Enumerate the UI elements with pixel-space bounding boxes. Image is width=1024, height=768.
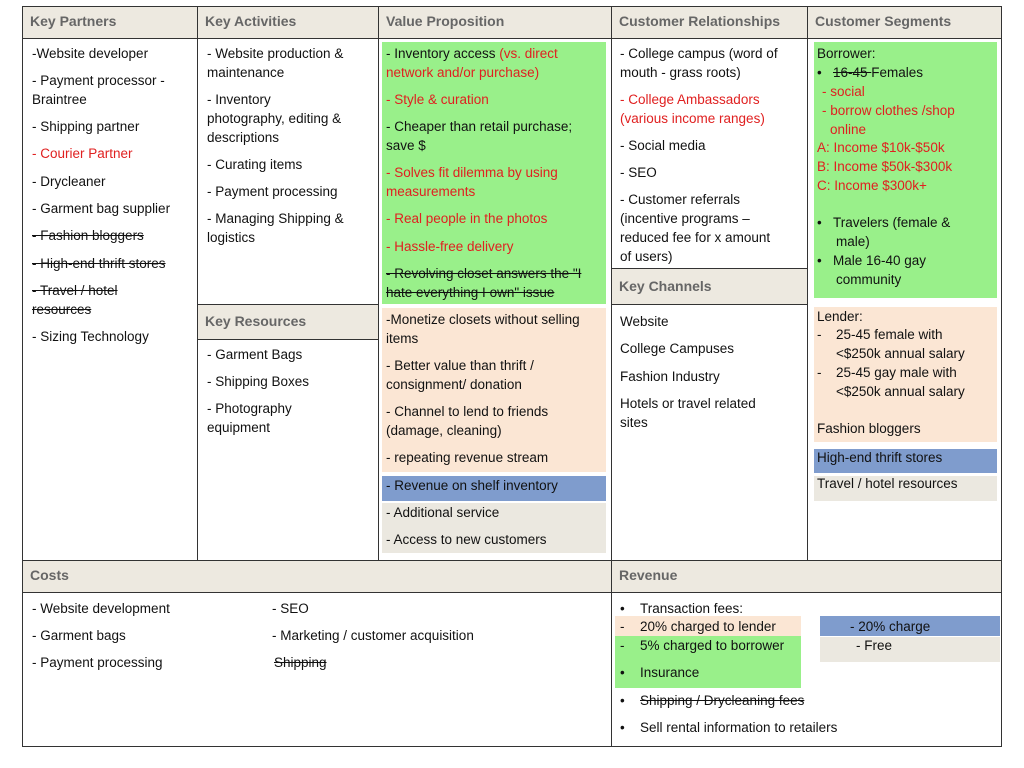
segment-text: Travelers (female & bbox=[833, 215, 951, 230]
relationship-text: reduced fee for x amount bbox=[620, 230, 771, 245]
activity-item: descriptions bbox=[207, 130, 280, 145]
segment-text: <$250k annual salary bbox=[836, 384, 965, 399]
customer-segments-header: Customer Segments bbox=[807, 6, 1002, 38]
bullet-icon: • bbox=[620, 665, 625, 680]
value-item-repeating: - repeating revenue stream bbox=[386, 450, 549, 465]
value-item-inventory bbox=[386, 44, 558, 63]
relationship-item: - Social media bbox=[620, 138, 706, 153]
value-item-monetize: -Monetize closets without selling bbox=[386, 312, 580, 327]
segment-item: High-end thrift stores bbox=[817, 450, 943, 465]
revenue-item bbox=[620, 663, 699, 682]
value-text: save $ bbox=[386, 138, 426, 153]
segment-income: A: Income $10k-$50k bbox=[817, 140, 945, 155]
partner-item: resources bbox=[32, 302, 92, 317]
bullet-icon: • bbox=[817, 215, 822, 230]
value-item-shelf: - Revenue on shelf inventory bbox=[386, 478, 558, 493]
segment-text: Male 16-40 gay bbox=[833, 253, 927, 268]
customer-relationships-header: Customer Relationships bbox=[611, 6, 807, 38]
revenue-text: Transaction fees: bbox=[640, 601, 744, 616]
relationship-text: mouth - grass roots) bbox=[620, 65, 741, 80]
value-item-channel: - Channel to lend to friends bbox=[386, 404, 549, 419]
activity-item: - Inventory bbox=[207, 92, 271, 107]
activity-item: - Payment processing bbox=[207, 184, 338, 199]
segment-male-item bbox=[817, 251, 926, 270]
revenue-charge: - 20% charge bbox=[850, 619, 931, 634]
value-item-revolving: - Revolving closet answers the "I bbox=[386, 266, 582, 281]
value-proposition-header: Value Proposition bbox=[378, 6, 611, 38]
revenue-subitem bbox=[620, 617, 776, 636]
resource-item: equipment bbox=[207, 420, 271, 435]
segment-lender-title: Lender: bbox=[817, 309, 863, 324]
cost-item: Shipping bbox=[274, 655, 327, 670]
cost-item: - Garment bags bbox=[32, 628, 126, 643]
channel-item: Website bbox=[620, 314, 669, 329]
relationship-text: of users) bbox=[620, 249, 673, 264]
segment-text: online bbox=[830, 122, 867, 137]
grid-line bbox=[22, 38, 1002, 39]
segment-text: - borrow clothes /shop bbox=[822, 103, 955, 118]
channel-item: Fashion Industry bbox=[620, 369, 720, 384]
partner-item: - Drycleaner bbox=[32, 174, 106, 189]
partner-item: -Website developer bbox=[32, 46, 149, 61]
activity-item: - Managing Shipping & bbox=[207, 211, 344, 226]
grid-line bbox=[22, 592, 1002, 593]
partner-item: - Garment bag supplier bbox=[32, 201, 171, 216]
partner-item: - High-end thrift stores bbox=[32, 256, 166, 271]
value-item-hassle: - Hassle-free delivery bbox=[386, 239, 514, 254]
channel-item: Hotels or travel related bbox=[620, 396, 756, 411]
cost-item: - Marketing / customer acquisition bbox=[272, 628, 474, 643]
free-grey-highlight bbox=[820, 637, 1000, 662]
activity-item: - Website production & bbox=[207, 46, 344, 61]
grid-line bbox=[22, 746, 1002, 747]
segment-text: 16-45 bbox=[833, 65, 872, 80]
activity-item: photography, editing & bbox=[207, 111, 342, 126]
key-activities-header: Key Activities bbox=[197, 6, 378, 38]
revenue-item bbox=[620, 718, 837, 737]
value-text: measurements bbox=[386, 184, 476, 199]
activity-item: - Curating items bbox=[207, 157, 303, 172]
value-item-style: - Style & curation bbox=[386, 92, 489, 107]
value-item-additional: - Additional service bbox=[386, 505, 500, 520]
relationship-item: - Customer referrals bbox=[620, 192, 741, 207]
activity-item: logistics bbox=[207, 230, 256, 245]
value-text: - Inventory access bbox=[386, 46, 500, 61]
key-partners-header: Key Partners bbox=[22, 6, 197, 38]
cost-item: - Website development bbox=[32, 601, 170, 616]
value-text: network and/or purchase) bbox=[386, 65, 540, 80]
grid-line bbox=[197, 304, 378, 305]
segment-lender-item bbox=[817, 363, 957, 382]
partner-item: - Fashion bloggers bbox=[32, 228, 144, 243]
segment-text: 25-45 female with bbox=[836, 327, 943, 342]
partner-item: - Sizing Technology bbox=[32, 329, 149, 344]
grid-line bbox=[611, 268, 807, 269]
resource-item: - Photography bbox=[207, 401, 292, 416]
cost-item: - SEO bbox=[272, 601, 309, 616]
activity-item: maintenance bbox=[207, 65, 285, 80]
relationship-item: - College Ambassadors bbox=[620, 92, 760, 107]
grid-line bbox=[807, 6, 808, 560]
revenue-item bbox=[620, 691, 804, 710]
segment-text: - social bbox=[822, 84, 865, 99]
grid-line bbox=[197, 6, 198, 560]
segment-item: Travel / hotel resources bbox=[817, 476, 958, 491]
segment-text: 25-45 gay male with bbox=[836, 365, 957, 380]
bullet-icon: • bbox=[817, 253, 822, 268]
segment-text: <$250k annual salary bbox=[836, 346, 965, 361]
value-item-fit: - Solves fit dilemma by using bbox=[386, 165, 558, 180]
channel-item: sites bbox=[620, 415, 648, 430]
grid-line bbox=[197, 339, 378, 340]
revenue-text: 5% charged to borrower bbox=[640, 638, 785, 653]
value-text: items bbox=[386, 331, 419, 346]
value-item-cheaper: - Cheaper than retail purchase; bbox=[386, 119, 573, 134]
grid-line bbox=[22, 6, 1002, 7]
partner-item: Braintree bbox=[32, 92, 87, 107]
key-resources-header: Key Resources bbox=[197, 304, 378, 339]
cost-item: - Payment processing bbox=[32, 655, 163, 670]
grid-line bbox=[378, 6, 379, 560]
segment-item: Fashion bloggers bbox=[817, 421, 921, 436]
revenue-text: Sell rental information to retailers bbox=[640, 720, 838, 735]
revenue-header: Revenue bbox=[611, 560, 1002, 592]
resource-item: - Garment Bags bbox=[207, 347, 303, 362]
segment-age-item bbox=[817, 63, 923, 82]
revenue-subitem bbox=[620, 636, 784, 655]
value-text: (damage, cleaning) bbox=[386, 423, 502, 438]
segment-borrower-title: Borrower: bbox=[817, 46, 876, 61]
partner-item: - Courier Partner bbox=[32, 146, 133, 161]
relationship-text: (incentive programs – bbox=[620, 211, 750, 226]
revenue-text: Shipping / Drycleaning fees bbox=[640, 693, 805, 708]
channel-item: College Campuses bbox=[620, 341, 735, 356]
costs-header: Costs bbox=[22, 560, 611, 592]
value-item-better: - Better value than thrift / bbox=[386, 358, 534, 373]
bullet-icon: • bbox=[620, 720, 625, 735]
value-text: consignment/ donation bbox=[386, 377, 522, 392]
bullet-icon: • bbox=[620, 693, 625, 708]
segment-income: C: Income $300k+ bbox=[817, 178, 927, 193]
resource-item: - Shipping Boxes bbox=[207, 374, 310, 389]
relationship-text: (various income ranges) bbox=[620, 111, 765, 126]
relationship-item: - SEO bbox=[620, 165, 657, 180]
value-text: hate everything I own" issue bbox=[386, 285, 555, 300]
segment-text: Females bbox=[871, 65, 924, 80]
relationship-item: - College campus (word of bbox=[620, 46, 778, 61]
value-item-access: - Access to new customers bbox=[386, 532, 547, 547]
dash-icon: - bbox=[620, 619, 625, 634]
key-channels-header: Key Channels bbox=[611, 268, 807, 304]
segment-income: B: Income $50k-$300k bbox=[817, 159, 953, 174]
segment-text: community bbox=[836, 272, 902, 287]
partner-item: - Travel / hotel bbox=[32, 283, 118, 298]
bullet-icon: • bbox=[817, 65, 822, 80]
grid-line bbox=[611, 6, 612, 747]
grid-line bbox=[611, 304, 807, 305]
grid-line bbox=[22, 560, 1002, 561]
segment-travelers-item bbox=[817, 213, 950, 232]
value-text: (vs. direct bbox=[499, 46, 558, 61]
grid-line bbox=[1001, 6, 1002, 747]
value-item-photos: - Real people in the photos bbox=[386, 211, 548, 226]
grid-line bbox=[22, 6, 23, 747]
dash-icon: - bbox=[620, 638, 625, 653]
partner-item: - Shipping partner bbox=[32, 119, 140, 134]
dash-icon: - bbox=[817, 327, 822, 342]
revenue-item bbox=[620, 599, 743, 618]
dash-icon: - bbox=[817, 365, 822, 380]
revenue-text: Insurance bbox=[640, 665, 700, 680]
segment-text: male) bbox=[836, 234, 870, 249]
revenue-text: 20% charged to lender bbox=[640, 619, 776, 634]
partner-item: - Payment processor - bbox=[32, 73, 165, 88]
segment-lender-item bbox=[817, 325, 943, 344]
revenue-free: - Free bbox=[856, 638, 893, 653]
bullet-icon: • bbox=[620, 601, 625, 616]
